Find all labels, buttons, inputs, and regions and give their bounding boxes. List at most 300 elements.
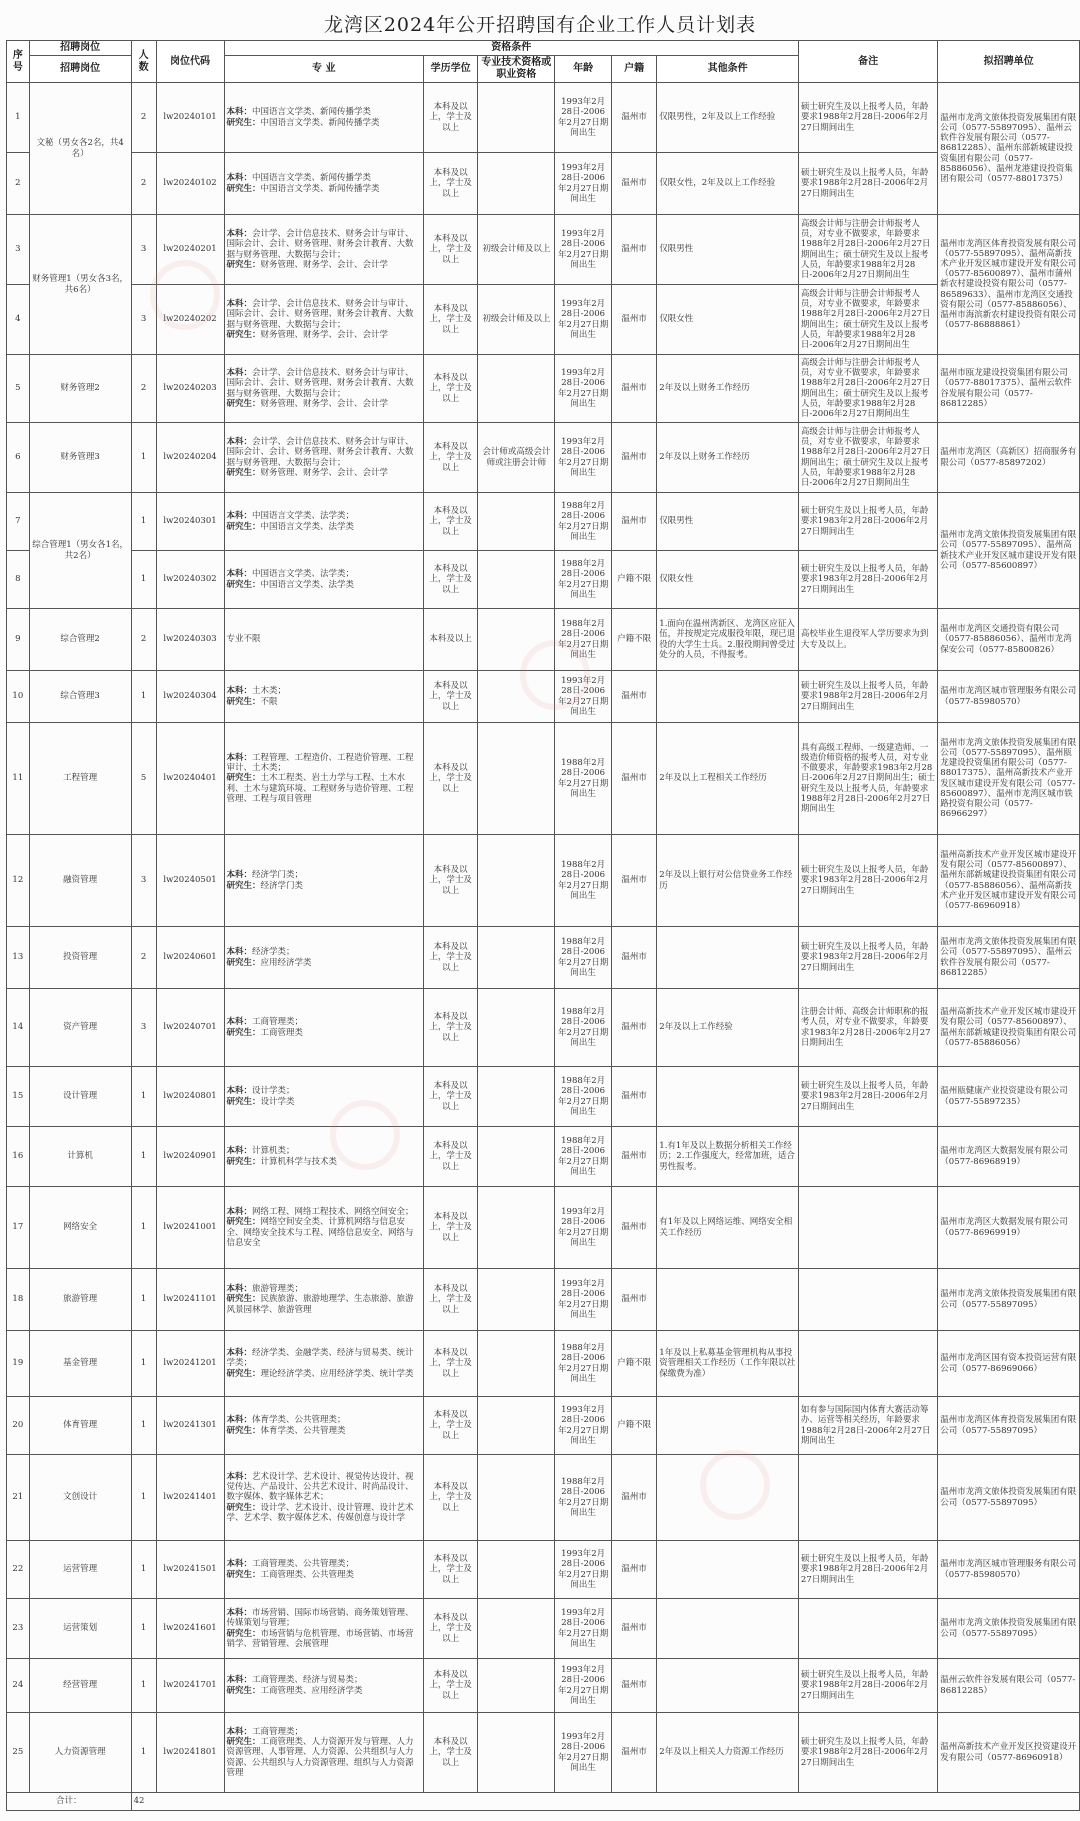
cell-age: 1993年2月28日-2006年2月27日期间出生	[555, 153, 612, 215]
cell-seq: 8	[7, 551, 30, 609]
cell-code: lw20240102	[156, 153, 224, 215]
cell-seq: 22	[7, 1541, 30, 1599]
major-line	[227, 1675, 421, 1685]
cell-other-conditions: 仅限女性，2年及以上工作经验	[657, 153, 799, 215]
major-list: 会计学、会计信息技术、财务会计与审计、国际会计、会计、财务管理、财务会计教育、大数据与财务管理、大数据与会计；	[226, 437, 414, 468]
cell-count: 2	[131, 609, 156, 671]
table-row	[7, 1269, 1080, 1331]
cell-unit: 温州瓯健康产业投资建设有限公司（0577-55897235）	[938, 1067, 1080, 1127]
major-level-label: 本科：	[226, 368, 253, 379]
major-level-label: 研究生：	[226, 696, 261, 707]
major-list: 市场营销与危机管理、市场营销、市场营销学、营销管理、会展管理	[226, 1628, 414, 1649]
cell-remark: 硕士研究生及以上报考人员，年龄要求1983年2月28日-2006年2月27日期间出生	[798, 1067, 937, 1127]
cell-other-conditions: 2年及以上银行对公信贷业务工作经历	[657, 835, 799, 927]
major-level-label: 本科：	[226, 1086, 253, 1097]
cell-education: 本科及以上，学士及以上	[423, 723, 477, 835]
cell-seq: 7	[7, 493, 30, 551]
cell-unit: 温州高新技术产业开发区投资建设开发有限公司（0577-86960918）	[938, 1713, 1080, 1793]
major-line	[227, 870, 421, 880]
cell-tech-qualification	[478, 1127, 555, 1187]
major-list: 经济学门类；	[252, 870, 304, 881]
major-line	[227, 368, 421, 399]
cell-seq: 1	[7, 83, 30, 153]
major-level-label: 本科：	[226, 1727, 253, 1738]
cell-age: 1988年2月28日-2006年2月27日期间出生	[555, 989, 612, 1067]
cell-other-conditions	[657, 1599, 799, 1659]
major-level-label: 研究生：	[226, 1217, 261, 1228]
major-level-label: 本科：	[226, 1348, 253, 1359]
major-line	[227, 1097, 421, 1107]
header-edu: 学历学位	[423, 56, 477, 83]
cell-post: 综合管理1（男女各1名，共2名）	[29, 493, 131, 609]
cell-remark: 硕士研究生及以上报考人员，年龄要求1988年2月28日-2006年2月27日期间出生	[798, 1659, 937, 1713]
cell-hukou: 户籍不限	[611, 609, 656, 671]
cell-other-conditions	[657, 1397, 799, 1455]
cell-seq: 23	[7, 1599, 30, 1659]
major-line	[227, 947, 421, 957]
cell-post: 综合管理3	[29, 671, 131, 723]
cell-remark	[798, 1599, 937, 1659]
header-hukou: 户籍	[611, 56, 656, 83]
cell-other-conditions	[657, 1659, 799, 1713]
cell-count: 3	[131, 989, 156, 1067]
cell-major	[224, 551, 423, 609]
cell-count: 1	[131, 493, 156, 551]
cell-remark: 高校毕业生退役军人学历要求为到大专及以上。	[798, 609, 937, 671]
major-list: 中国语言文学类、新闻传播学类	[260, 183, 380, 194]
cell-major	[224, 1127, 423, 1187]
cell-post: 综合管理2	[29, 609, 131, 671]
cell-tech-qualification	[478, 989, 555, 1067]
major-list: 中国语言文学类、法学类；	[252, 511, 355, 522]
table-row	[7, 1713, 1080, 1793]
major-level-label: 本科：	[226, 1472, 253, 1483]
major-level-label: 研究生：	[226, 1569, 261, 1580]
page-title: 龙湾区2024年公开招聘国有企业工作人员计划表	[323, 14, 757, 36]
cell-major	[224, 83, 423, 153]
cell-tech-qualification	[478, 1331, 555, 1397]
cell-code: lw20240601	[156, 927, 224, 989]
cell-code: lw20240203	[156, 355, 224, 423]
cell-age: 1988年2月28日-2006年2月27日期间出生	[555, 1127, 612, 1187]
cell-tech-qualification	[478, 551, 555, 609]
cell-hukou: 温州市	[611, 1067, 656, 1127]
cell-age: 1988年2月28日-2006年2月27日期间出生	[555, 927, 612, 989]
major-list: 中国语言文学类、新闻传播学类	[252, 107, 372, 118]
cell-remark: 硕士研究生及以上报考人员，年龄要求1983年2月28日-2006年2月27日期间出生	[798, 551, 937, 609]
cell-unit: 温州市龙湾区大数据发展有限公司（0577-86968919）	[938, 1127, 1080, 1187]
major-level-label: 本科：	[226, 1559, 253, 1570]
cell-hukou: 户籍不限	[611, 551, 656, 609]
cell-major	[224, 1331, 423, 1397]
cell-count: 3	[131, 835, 156, 927]
cell-age: 1988年2月28日-2006年2月27日期间出生	[555, 1455, 612, 1541]
cell-seq: 15	[7, 1067, 30, 1127]
table-row	[7, 989, 1080, 1067]
cell-other-conditions: 2年及以上财务工作经历	[657, 423, 799, 493]
cell-other-conditions: 仅限男性，2年及以上工作经验	[657, 83, 799, 153]
table-row	[7, 83, 1080, 153]
cell-post: 文创设计	[29, 1455, 131, 1541]
major-line	[227, 173, 421, 183]
cell-code: lw20240302	[156, 551, 224, 609]
cell-count: 1	[131, 671, 156, 723]
cell-major	[224, 153, 423, 215]
cell-unit: 温州市龙湾区体育投资发展集团有限公司（0577-55897095）	[938, 1397, 1080, 1455]
total-label: 合计：	[7, 1793, 132, 1811]
cell-seq: 11	[7, 723, 30, 835]
cell-code: lw20241201	[156, 1331, 224, 1397]
cell-tech-qualification: 初级会计师及以上	[478, 215, 555, 285]
cell-code: lw20241001	[156, 1187, 224, 1269]
cell-remark: 具有高级工程师、一级建造师、一级造价师资格的报考人员，对专业不做要求，年龄要求1983年2月28日-2006年2月27日期间出生；硕士研究生及以上报考人员，年龄要求1988年2月28日-2006年2月27日期间出生	[798, 723, 937, 835]
cell-unit: 温州市龙湾文旅体投资发展集团有限公司（0577-55897095）、温州瓯龙建设投资集团有限公司（0577-88017375）、温州高新技术产业开发区城市建设开发有限公司（0577-85600897）、温州市龙湾区城市铁路投资有限公司（0577-86966297）	[938, 723, 1080, 835]
cell-other-conditions	[657, 927, 799, 989]
cell-age: 1988年2月28日-2006年2月27日期间出生	[555, 609, 612, 671]
cell-major	[224, 215, 423, 285]
major-line	[227, 229, 421, 260]
cell-remark: 高级会计师与注册会计师报考人员，对专业不做要求，年龄要求1988年2月28日-2006年2月27日期间出生；硕士研究生及以上报考人员，年龄要求1988年2月28日-2006年2月27日期间出生	[798, 215, 937, 285]
cell-age: 1993年2月28日-2006年2月27日期间出生	[555, 1713, 612, 1793]
cell-code: lw20240501	[156, 835, 224, 927]
major-line	[227, 1157, 421, 1167]
cell-tech-qualification	[478, 355, 555, 423]
table-row	[7, 927, 1080, 989]
cell-seq: 12	[7, 835, 30, 927]
cell-remark	[798, 1269, 937, 1331]
major-line	[227, 881, 421, 891]
cell-other-conditions: 仅限男性	[657, 493, 799, 551]
cell-tech-qualification	[478, 1397, 555, 1455]
cell-major	[224, 285, 423, 355]
major-level-label: 研究生：	[226, 398, 261, 409]
cell-code: lw20241101	[156, 1269, 224, 1331]
cell-count: 2	[131, 83, 156, 153]
cell-education: 本科及以上，学士及以上	[423, 423, 477, 493]
cell-hukou: 温州市	[611, 153, 656, 215]
cell-education: 本科及以上，学士及以上	[423, 671, 477, 723]
cell-unit: 温州市瓯龙建设投资集团有限公司（0577-88017375）、温州云软件谷发展有限公司（0577-86812285）	[938, 355, 1080, 423]
cell-other-conditions: 1.有1年及以上数据分析相关工作经历；2.工作强度大，经常加班，适合男性报考。	[657, 1127, 799, 1187]
major-line	[227, 753, 421, 773]
cell-tech-qualification: 会计师或高级会计师或注册会计师	[478, 423, 555, 493]
cell-education: 本科及以上，学士及以上	[423, 1455, 477, 1541]
major-level-label: 研究生：	[226, 1294, 261, 1305]
table-row	[7, 835, 1080, 927]
cell-major	[224, 423, 423, 493]
major-line	[227, 1608, 421, 1628]
major-list: 体育学类、公共管理类；	[252, 1415, 346, 1426]
table-row	[7, 1541, 1080, 1599]
cell-seq: 3	[7, 215, 30, 285]
table-row	[7, 609, 1080, 671]
major-level-label: 研究生：	[226, 521, 261, 532]
cell-age: 1988年2月28日-2006年2月27日期间出生	[555, 723, 612, 835]
cell-other-conditions	[657, 671, 799, 723]
header-unit: 拟招聘单位	[938, 41, 1080, 83]
cell-code: lw20240204	[156, 423, 224, 493]
cell-count: 2	[131, 927, 156, 989]
cell-tech-qualification	[478, 835, 555, 927]
cell-seq: 19	[7, 1331, 30, 1397]
cell-age: 1993年2月28日-2006年2月27日期间出生	[555, 1599, 612, 1659]
major-level-label: 本科：	[226, 947, 253, 958]
cell-code: lw20241701	[156, 1659, 224, 1713]
major-line	[227, 1503, 421, 1523]
cell-hukou: 温州市	[611, 1599, 656, 1659]
cell-age: 1988年2月28日-2006年2月27日期间出生	[555, 835, 612, 927]
major-level-label: 本科：	[226, 1207, 253, 1218]
cell-tech-qualification	[478, 671, 555, 723]
cell-age: 1993年2月28日-2006年2月27日期间出生	[555, 1269, 612, 1331]
cell-education: 本科及以上，学士及以上	[423, 215, 477, 285]
cell-tech-qualification	[478, 1541, 555, 1599]
cell-age: 1993年2月28日-2006年2月27日期间出生	[555, 1659, 612, 1713]
major-level-label: 研究生：	[226, 880, 261, 891]
cell-code: lw20240701	[156, 989, 224, 1067]
major-line	[227, 1570, 421, 1580]
cell-major	[224, 723, 423, 835]
cell-post: 设计管理	[29, 1067, 131, 1127]
major-level-label: 研究生：	[226, 117, 261, 128]
cell-education: 本科及以上，学士及以上	[423, 1713, 477, 1793]
major-level-label: 研究生：	[226, 329, 261, 340]
cell-hukou: 温州市	[611, 1659, 656, 1713]
major-line	[227, 1559, 421, 1569]
major-list: 工商管理类	[260, 1027, 304, 1038]
total-value: 42	[131, 1793, 1079, 1811]
cell-age: 1993年2月28日-2006年2月27日期间出生	[555, 355, 612, 423]
cell-age: 1988年2月28日-2006年2月27日期间出生	[555, 493, 612, 551]
cell-count: 1	[131, 1397, 156, 1455]
cell-other-conditions: 2年及以上财务工作经历	[657, 355, 799, 423]
major-level-label: 研究生：	[226, 773, 261, 784]
table-row	[7, 285, 1080, 355]
cell-count: 1	[131, 1541, 156, 1599]
cell-education: 本科及以上，学士及以上	[423, 835, 477, 927]
cell-unit: 温州市龙湾文旅体投资发展集团有限公司（0577-55897095）、温州高新技术产业开发区城市建设开发有限公司（0577-85600897）	[938, 493, 1080, 609]
major-line	[227, 1086, 421, 1096]
major-level-label: 研究生：	[226, 579, 261, 590]
table-row	[7, 1397, 1080, 1455]
table-row	[7, 423, 1080, 493]
cell-tech-qualification	[478, 609, 555, 671]
major-list: 中国语言文学类、法学类	[260, 521, 355, 532]
cell-tech-qualification	[478, 493, 555, 551]
major-list: 网络空间安全类、计算机网络与信息安全、网络安全技术与工程、网络信息安全、网络与信息安全	[226, 1217, 414, 1248]
header-code: 岗位代码	[156, 41, 224, 83]
major-level-label: 本科：	[226, 1675, 253, 1686]
cell-code: lw20241501	[156, 1541, 224, 1599]
major-line	[227, 511, 421, 521]
cell-tech-qualification	[478, 723, 555, 835]
cell-other-conditions	[657, 1455, 799, 1541]
cell-education: 本科及以上，学士及以上	[423, 1541, 477, 1599]
cell-count: 3	[131, 285, 156, 355]
major-line	[227, 184, 421, 194]
cell-other-conditions	[657, 1541, 799, 1599]
cell-code: lw20240901	[156, 1127, 224, 1187]
cell-code: lw20240304	[156, 671, 224, 723]
cell-education: 本科及以上，学士及以上	[423, 1331, 477, 1397]
cell-code: lw20241601	[156, 1599, 224, 1659]
cell-other-conditions	[657, 1269, 799, 1331]
cell-education: 本科及以上，学士及以上	[423, 355, 477, 423]
cell-count: 1	[131, 1659, 156, 1713]
cell-count: 1	[131, 423, 156, 493]
cell-education: 本科及以上，学士及以上	[423, 1659, 477, 1713]
cell-count: 1	[131, 1187, 156, 1269]
cell-remark: 硕士研究生及以上报考人员，年龄要求1983年2月28日-2006年2月27日期间出生	[798, 927, 937, 989]
major-level-label: 研究生：	[226, 1156, 261, 1167]
major-line	[227, 118, 421, 128]
major-line	[227, 260, 421, 270]
major-level-label: 研究生：	[226, 259, 261, 270]
major-level-label: 本科：	[226, 569, 253, 580]
cell-unit: 温州市龙湾区大数据发展有限公司（0577-86969919）	[938, 1187, 1080, 1269]
major-list: 市场营销、国际市场营销、商务策划管理、传媒策划与管理；	[226, 1608, 414, 1629]
cell-other-conditions	[657, 1067, 799, 1127]
cell-seq: 20	[7, 1397, 30, 1455]
major-line	[227, 1284, 421, 1294]
cell-hukou: 温州市	[611, 927, 656, 989]
cell-count: 1	[131, 1127, 156, 1187]
cell-education: 本科及以上	[423, 609, 477, 671]
cell-other-conditions: 有1年及以上网络运维、网络安全相关工作经历	[657, 1187, 799, 1269]
cell-hukou: 温州市	[611, 1541, 656, 1599]
cell-seq: 10	[7, 671, 30, 723]
major-line	[227, 1415, 421, 1425]
cell-age: 1993年2月28日-2006年2月27日期间出生	[555, 215, 612, 285]
cell-unit: 温州市龙湾区城市管理服务有限公司（0577-85980570）	[938, 671, 1080, 723]
cell-remark: 高级会计师与注册会计师报考人员，对专业不做要求，年龄要求1988年2月28日-2006年2月27日期间出生；硕士研究生及以上报考人员，年龄要求1988年2月28日-2006年2月27日期间出生	[798, 285, 937, 355]
header-post: 招聘岗位	[29, 56, 131, 83]
major-line	[227, 1472, 421, 1503]
major-level-label: 研究生：	[226, 1502, 261, 1513]
cell-education: 本科及以上，学士及以上	[423, 1599, 477, 1659]
cell-major	[224, 671, 423, 723]
major-line	[227, 773, 421, 804]
major-list: 中国语言文学类、新闻传播学类	[260, 117, 380, 128]
cell-education: 本科及以上，学士及以上	[423, 989, 477, 1067]
major-level-label: 研究生：	[226, 1027, 261, 1038]
cell-major	[224, 1397, 423, 1455]
cell-tech-qualification	[478, 1269, 555, 1331]
cell-post: 财务管理1（男女各3名，共6名）	[29, 215, 131, 355]
cell-seq: 17	[7, 1187, 30, 1269]
major-line	[227, 522, 421, 532]
cell-code: lw20240201	[156, 215, 224, 285]
cell-other-conditions: 1.面向在温州湾新区、龙湾区应征入伍，并按规定完成服役年限，现已退役的大学生士兵。2.服役期间曾受过处分的人员，不得报考。	[657, 609, 799, 671]
cell-remark: 高级会计师与注册会计师报考人员，对专业不做要求，年龄要求1988年2月28日-2006年2月27日期间出生；硕士研究生及以上报考人员，年龄要求1988年2月28日-2006年2月27日期间出生	[798, 355, 937, 423]
cell-hukou: 温州市	[611, 835, 656, 927]
cell-unit: 温州市龙湾文旅体投资发展集团有限公司（0577-55897095）	[938, 1269, 1080, 1331]
major-list: 计算机科学与技术类	[260, 1156, 338, 1167]
cell-post: 运营管理	[29, 1541, 131, 1599]
cell-major	[224, 1713, 423, 1793]
major-list: 土木类；	[252, 686, 287, 697]
major-list: 经济学类、金融学类、经济与贸易类、统计学类；	[226, 1348, 414, 1369]
major-level-label: 本科：	[226, 107, 253, 118]
cell-other-conditions: 1年及以上私募基金管理机构从事投资管理相关工作经历（工作年限以社保缴费为准）	[657, 1331, 799, 1397]
cell-count: 2	[131, 153, 156, 215]
major-line	[227, 1737, 421, 1778]
cell-count: 2	[131, 355, 156, 423]
major-line	[227, 1727, 421, 1737]
major-level-label: 本科：	[226, 1415, 253, 1426]
cell-hukou: 温州市	[611, 1455, 656, 1541]
major-level-label: 本科：	[226, 870, 253, 881]
cell-unit: 温州市龙湾区国有资本投资运营有限公司（0577-86969066）	[938, 1331, 1080, 1397]
major-line	[227, 569, 421, 579]
cell-unit: 温州市龙湾区（高新区）招商服务有限公司（0577-85897202）	[938, 423, 1080, 493]
cell-other-conditions: 仅限男性	[657, 215, 799, 285]
table-row	[7, 671, 1080, 723]
cell-code: lw20240101	[156, 83, 224, 153]
cell-tech-qualification	[478, 83, 555, 153]
cell-code: lw20241401	[156, 1455, 224, 1541]
cell-hukou: 户籍不限	[611, 1397, 656, 1455]
header-other: 其他条件	[657, 56, 799, 83]
cell-tech-qualification	[478, 153, 555, 215]
cell-unit: 温州云软件谷发展有限公司（0577-86812285）	[938, 1659, 1080, 1713]
cell-count: 3	[131, 215, 156, 285]
major-level-label: 研究生：	[226, 1737, 261, 1748]
header-age: 年龄	[555, 56, 612, 83]
header-major: 专 业	[224, 56, 423, 83]
major-level-label: 研究生：	[226, 1096, 261, 1107]
cell-seq: 4	[7, 285, 30, 355]
cell-major	[224, 835, 423, 927]
cell-remark	[798, 1127, 937, 1187]
major-line	[227, 1207, 421, 1217]
cell-hukou: 温州市	[611, 83, 656, 153]
cell-age: 1988年2月28日-2006年2月27日期间出生	[555, 551, 612, 609]
major-list: 经济学门类	[260, 880, 304, 891]
major-list: 经济学类；	[252, 947, 295, 958]
cell-seq: 18	[7, 1269, 30, 1331]
header-post-group: 招聘岗位	[29, 41, 131, 56]
cell-hukou: 温州市	[611, 671, 656, 723]
table-row	[7, 153, 1080, 215]
cell-tech-qualification	[478, 927, 555, 989]
cell-post: 网络安全	[29, 1187, 131, 1269]
header-seq: 序号	[7, 41, 30, 83]
major-list: 财务管理、财务学、会计、会计学	[260, 467, 389, 478]
table-row	[7, 215, 1080, 285]
major-level-label: 本科：	[226, 437, 253, 448]
cell-remark: 硕士研究生及以上报考人员，年龄要求1988年2月28日-2006年2月27日期间出生	[798, 83, 937, 153]
major-list: 财务管理、财务学、会计、会计学	[260, 329, 389, 340]
major-level-label: 本科：	[226, 1608, 253, 1619]
cell-education: 本科及以上，学士及以上	[423, 551, 477, 609]
cell-other-conditions: 2年及以上工作经验	[657, 989, 799, 1067]
cell-count: 1	[131, 1067, 156, 1127]
major-list: 会计学、会计信息技术、财务会计与审计、国际会计、会计、财务管理、财务会计教育、大数据与财务管理、大数据与会计；	[226, 299, 414, 330]
major-line	[227, 1294, 421, 1314]
major-list: 工商管理类、公共管理类；	[252, 1559, 355, 1570]
cell-education: 本科及以上，学士及以上	[423, 1127, 477, 1187]
major-list: 工商管理类、公共管理类	[260, 1569, 355, 1580]
cell-major	[224, 1067, 423, 1127]
cell-hukou: 户籍不限	[611, 1331, 656, 1397]
header-remark: 备注	[798, 41, 937, 83]
cell-unit: 温州市龙湾文旅体投资发展集团有限公司（0577-55897095）	[938, 1455, 1080, 1541]
cell-remark: 硕士研究生及以上报考人员，年龄要求1988年2月28日-2006年2月27日期间出生	[798, 153, 937, 215]
major-level-label: 研究生：	[226, 1685, 261, 1696]
major-list: 理论经济学类、应用经济学类、统计学类	[260, 1368, 414, 1379]
major-line	[227, 634, 421, 644]
